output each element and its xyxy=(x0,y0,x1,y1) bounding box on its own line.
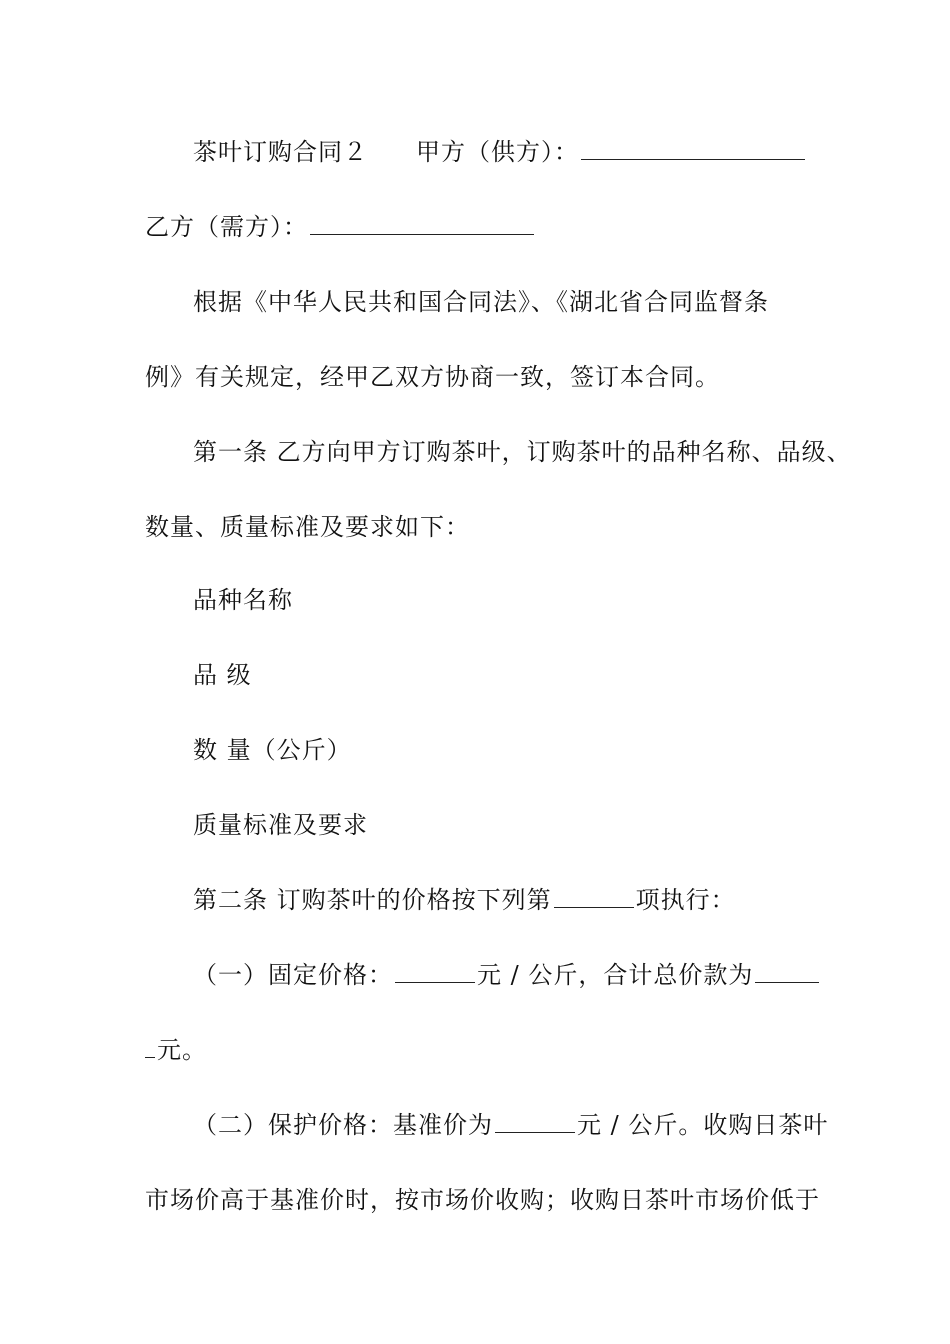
party-a-label: 甲方（供方）： xyxy=(416,138,579,166)
preamble-line-2: 例》有关规定，经甲乙双方协商一致，签订本合同。 xyxy=(145,363,720,391)
party-b-line xyxy=(145,207,810,247)
fixed-price-blank[interactable] xyxy=(395,956,475,983)
item-quality: 质量标准及要求 xyxy=(193,811,368,839)
base-price-blank[interactable] xyxy=(495,1106,575,1133)
item-name: 品种名称 xyxy=(193,586,293,614)
article-2-blank[interactable] xyxy=(554,881,634,908)
article-2-text-b: 项执行： xyxy=(635,886,736,914)
protect-price-text-b: 元 / 公斤。收购日茶叶 xyxy=(577,1111,829,1139)
preamble-line-1: 根据《中华人民共和国合同法》、《湖北省合同监督条 xyxy=(193,288,769,316)
article-1-line-2: 数量、质量标准及要求如下： xyxy=(145,513,470,541)
title-line xyxy=(145,132,858,172)
protect-price-line xyxy=(145,1105,858,1145)
party-b-blank[interactable] xyxy=(310,208,534,235)
party-b-label: 乙方（需方）： xyxy=(145,213,308,241)
fixed-price-line-2 xyxy=(145,1030,810,1070)
protect-price-text-a: （二）保护价格：基准价为 xyxy=(193,1111,493,1139)
total-price-blank-tail[interactable] xyxy=(145,1031,155,1058)
protect-price-line-2: 市场价高于基准价时，按市场价收购；收购日茶叶市场价低于 xyxy=(145,1186,820,1214)
article-1-line-1: 第一条 乙方向甲方订购茶叶，订购茶叶的品种名称、品级、 xyxy=(193,438,852,466)
fixed-price-text-a: （一）固定价格： xyxy=(193,961,393,989)
item-grade: 品 级 xyxy=(193,661,252,689)
fixed-price-text-b: 元 / 公斤，合计总价款为 xyxy=(477,961,754,989)
article-2-line xyxy=(145,880,858,920)
doc-title: 茶叶订购合同２ xyxy=(193,138,368,166)
fixed-price-text-c: 元。 xyxy=(157,1036,207,1064)
party-a-blank[interactable] xyxy=(581,133,805,160)
total-price-blank[interactable] xyxy=(755,956,819,983)
fixed-price-line xyxy=(145,955,858,995)
article-2-text-a: 第二条 订购茶叶的价格按下列第 xyxy=(193,886,552,914)
item-quantity: 数 量（公斤） xyxy=(193,736,352,764)
